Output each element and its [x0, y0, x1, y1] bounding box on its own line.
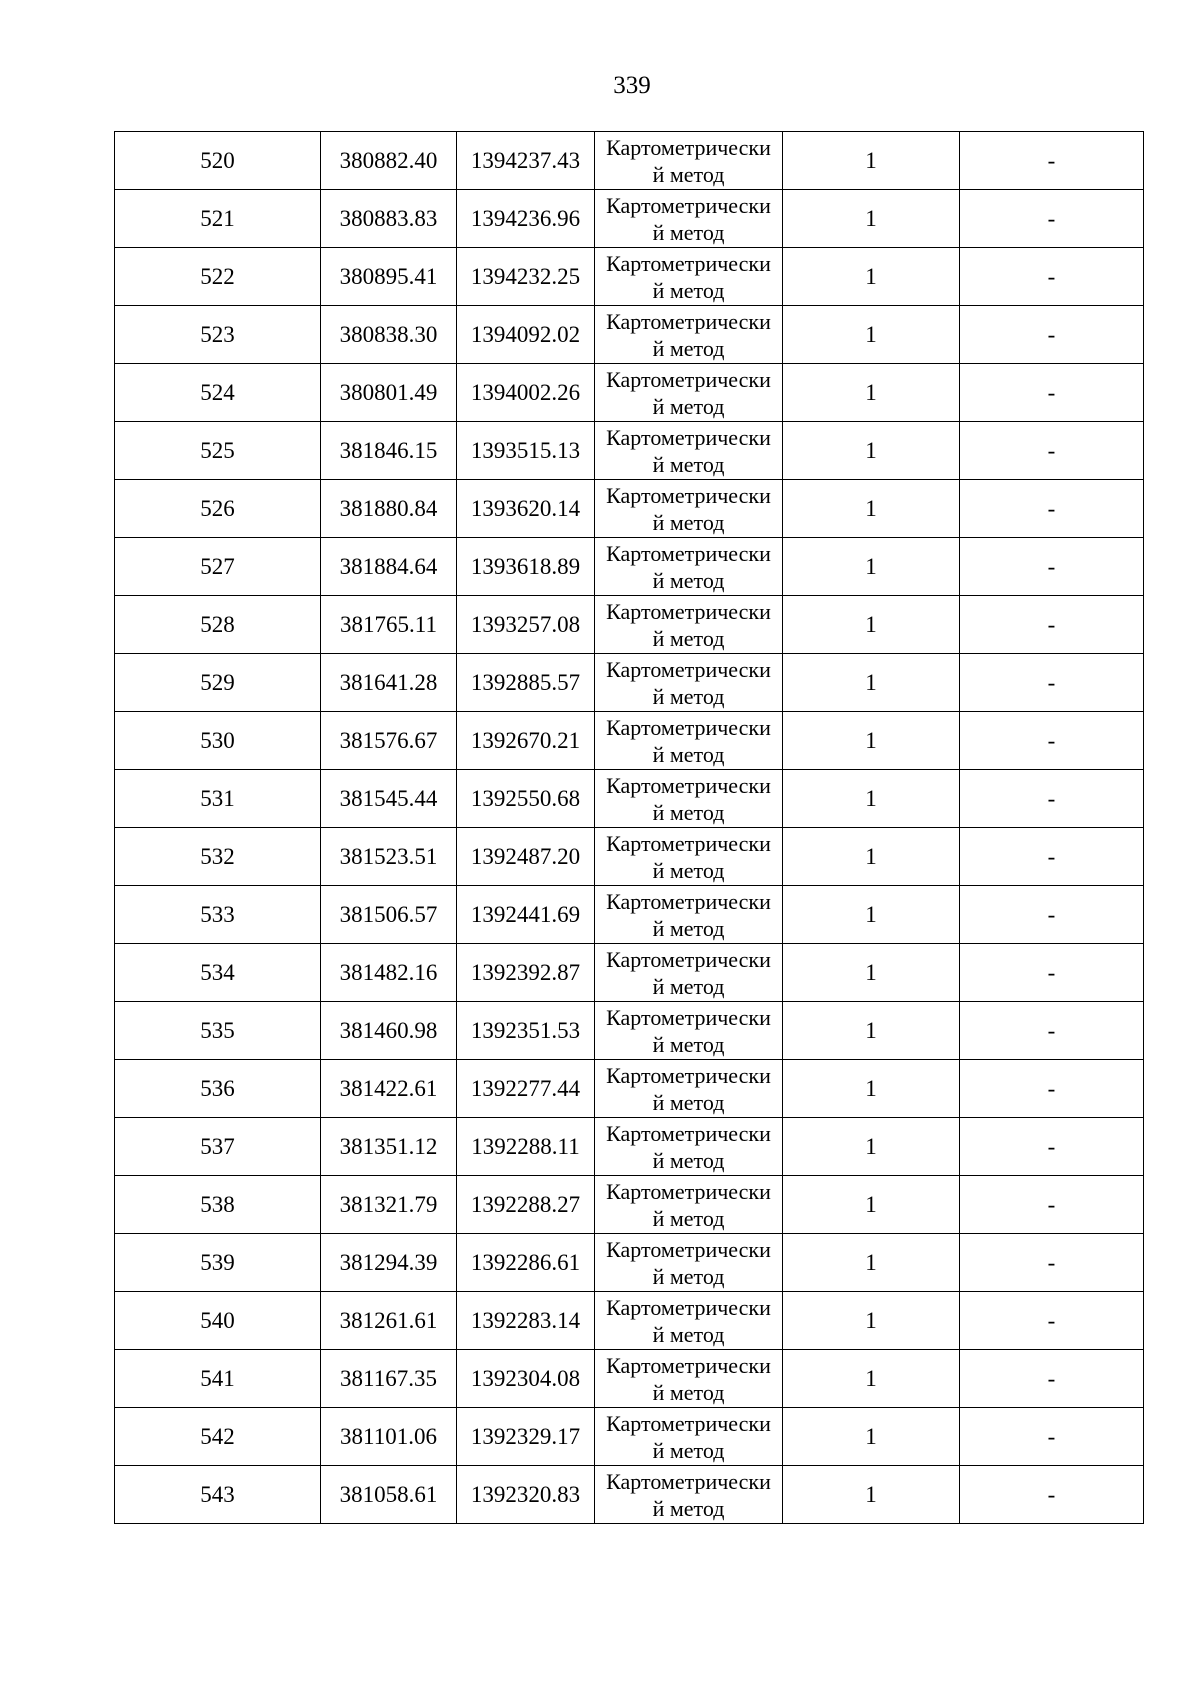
method-text-line-2: й метод — [652, 567, 725, 593]
method-text-line-1: Картометрически — [606, 192, 771, 218]
point-number-cell: 524 — [115, 364, 321, 422]
table-row — [115, 248, 1144, 306]
method-text-line-1: Картометрически — [606, 772, 771, 798]
accuracy-cell: 1 — [783, 944, 960, 1002]
table-row — [115, 1466, 1144, 1524]
method-cell — [595, 190, 783, 248]
method-cell — [595, 712, 783, 770]
method-text-line-2: й метод — [652, 277, 725, 303]
method-text-line-2: й метод — [652, 683, 725, 709]
accuracy-cell: 1 — [783, 364, 960, 422]
note-cell: - — [960, 1466, 1144, 1524]
note-cell: - — [960, 1292, 1144, 1350]
y-coordinate-cell: 1393620.14 — [457, 480, 595, 538]
method-text-line-1: Картометрически — [606, 1294, 771, 1320]
method-cell — [595, 1176, 783, 1234]
table-row — [115, 1002, 1144, 1060]
x-coordinate-cell: 381880.84 — [321, 480, 457, 538]
method-cell — [595, 422, 783, 480]
method-text-line-1: Картометрически — [606, 1410, 771, 1436]
method-cell — [595, 1002, 783, 1060]
x-coordinate-cell: 381261.61 — [321, 1292, 457, 1350]
x-coordinate-cell: 381321.79 — [321, 1176, 457, 1234]
table-row — [115, 1176, 1144, 1234]
point-number-cell: 520 — [115, 132, 321, 190]
y-coordinate-cell: 1392286.61 — [457, 1234, 595, 1292]
point-number-cell: 525 — [115, 422, 321, 480]
method-text-line-2: й метод — [652, 1205, 725, 1231]
point-number-cell: 539 — [115, 1234, 321, 1292]
y-coordinate-cell: 1392288.11 — [457, 1118, 595, 1176]
method-text-line-1: Картометрически — [606, 1468, 771, 1494]
note-cell: - — [960, 1350, 1144, 1408]
method-text-line-2: й метод — [652, 1031, 725, 1057]
point-number-cell: 543 — [115, 1466, 321, 1524]
method-cell — [595, 1350, 783, 1408]
table-row — [115, 306, 1144, 364]
y-coordinate-cell: 1392351.53 — [457, 1002, 595, 1060]
method-text-line-2: й метод — [652, 973, 725, 999]
point-number-cell: 523 — [115, 306, 321, 364]
accuracy-cell: 1 — [783, 1408, 960, 1466]
y-coordinate-cell: 1392392.87 — [457, 944, 595, 1002]
method-text-line-1: Картометрически — [606, 1352, 771, 1378]
note-cell: - — [960, 828, 1144, 886]
method-text-line-1: Картометрически — [606, 308, 771, 334]
x-coordinate-cell: 381846.15 — [321, 422, 457, 480]
point-number-cell: 535 — [115, 1002, 321, 1060]
x-coordinate-cell: 381641.28 — [321, 654, 457, 712]
method-text-line-2: й метод — [652, 451, 725, 477]
method-text-line-2: й метод — [652, 799, 725, 825]
x-coordinate-cell: 381576.67 — [321, 712, 457, 770]
table-row — [115, 1234, 1144, 1292]
y-coordinate-cell: 1392304.08 — [457, 1350, 595, 1408]
method-cell — [595, 248, 783, 306]
x-coordinate-cell: 381058.61 — [321, 1466, 457, 1524]
x-coordinate-cell: 381460.98 — [321, 1002, 457, 1060]
note-cell: - — [960, 538, 1144, 596]
x-coordinate-cell: 380883.83 — [321, 190, 457, 248]
y-coordinate-cell: 1394236.96 — [457, 190, 595, 248]
table-row — [115, 190, 1144, 248]
method-cell — [595, 1292, 783, 1350]
point-number-cell: 538 — [115, 1176, 321, 1234]
note-cell: - — [960, 1408, 1144, 1466]
point-number-cell: 531 — [115, 770, 321, 828]
y-coordinate-cell: 1393515.13 — [457, 422, 595, 480]
y-coordinate-cell: 1393257.08 — [457, 596, 595, 654]
method-text-line-2: й метод — [652, 1437, 725, 1463]
accuracy-cell: 1 — [783, 828, 960, 886]
method-text-line-2: й метод — [652, 1089, 725, 1115]
method-text-line-1: Картометрически — [606, 1120, 771, 1146]
table-row — [115, 1292, 1144, 1350]
table-row — [115, 596, 1144, 654]
coordinates-table — [114, 131, 1144, 1524]
y-coordinate-cell: 1392885.57 — [457, 654, 595, 712]
note-cell: - — [960, 1176, 1144, 1234]
method-cell — [595, 770, 783, 828]
y-coordinate-cell: 1392441.69 — [457, 886, 595, 944]
method-text-line-2: й метод — [652, 393, 725, 419]
point-number-cell: 526 — [115, 480, 321, 538]
y-coordinate-cell: 1393618.89 — [457, 538, 595, 596]
y-coordinate-cell: 1392487.20 — [457, 828, 595, 886]
table-row — [115, 132, 1144, 190]
table-row — [115, 422, 1144, 480]
method-text-line-1: Картометрически — [606, 250, 771, 276]
point-number-cell: 527 — [115, 538, 321, 596]
table-row — [115, 538, 1144, 596]
x-coordinate-cell: 381294.39 — [321, 1234, 457, 1292]
method-text-line-2: й метод — [652, 857, 725, 883]
method-text-line-2: й метод — [652, 1147, 725, 1173]
note-cell: - — [960, 1002, 1144, 1060]
x-coordinate-cell: 380838.30 — [321, 306, 457, 364]
y-coordinate-cell: 1392288.27 — [457, 1176, 595, 1234]
y-coordinate-cell: 1392277.44 — [457, 1060, 595, 1118]
method-text-line-1: Картометрически — [606, 1236, 771, 1262]
accuracy-cell: 1 — [783, 1176, 960, 1234]
accuracy-cell: 1 — [783, 1292, 960, 1350]
method-text-line-2: й метод — [652, 625, 725, 651]
x-coordinate-cell: 381167.35 — [321, 1350, 457, 1408]
point-number-cell: 530 — [115, 712, 321, 770]
point-number-cell: 534 — [115, 944, 321, 1002]
accuracy-cell: 1 — [783, 1118, 960, 1176]
note-cell: - — [960, 596, 1144, 654]
y-coordinate-cell: 1392320.83 — [457, 1466, 595, 1524]
x-coordinate-cell: 381765.11 — [321, 596, 457, 654]
accuracy-cell: 1 — [783, 1060, 960, 1118]
method-text-line-2: й метод — [652, 1321, 725, 1347]
method-text-line-1: Картометрически — [606, 888, 771, 914]
y-coordinate-cell: 1394237.43 — [457, 132, 595, 190]
accuracy-cell: 1 — [783, 132, 960, 190]
y-coordinate-cell: 1392329.17 — [457, 1408, 595, 1466]
point-number-cell: 536 — [115, 1060, 321, 1118]
accuracy-cell: 1 — [783, 422, 960, 480]
point-number-cell: 522 — [115, 248, 321, 306]
method-cell — [595, 944, 783, 1002]
accuracy-cell: 1 — [783, 190, 960, 248]
x-coordinate-cell: 381351.12 — [321, 1118, 457, 1176]
method-cell — [595, 306, 783, 364]
x-coordinate-cell: 381101.06 — [321, 1408, 457, 1466]
method-cell — [595, 1234, 783, 1292]
method-text-line-1: Картометрически — [606, 134, 771, 160]
accuracy-cell: 1 — [783, 1350, 960, 1408]
method-text-line-1: Картометрически — [606, 598, 771, 624]
point-number-cell: 540 — [115, 1292, 321, 1350]
method-text-line-2: й метод — [652, 161, 725, 187]
note-cell: - — [960, 190, 1144, 248]
method-cell — [595, 480, 783, 538]
accuracy-cell: 1 — [783, 306, 960, 364]
method-text-line-1: Картометрически — [606, 424, 771, 450]
x-coordinate-cell: 380882.40 — [321, 132, 457, 190]
note-cell: - — [960, 1234, 1144, 1292]
method-text-line-2: й метод — [652, 915, 725, 941]
table-row — [115, 1118, 1144, 1176]
table-body — [115, 132, 1144, 1524]
method-text-line-1: Картометрически — [606, 830, 771, 856]
point-number-cell: 537 — [115, 1118, 321, 1176]
accuracy-cell: 1 — [783, 538, 960, 596]
accuracy-cell: 1 — [783, 1466, 960, 1524]
table-row — [115, 712, 1144, 770]
note-cell: - — [960, 712, 1144, 770]
table-row — [115, 828, 1144, 886]
method-text-line-2: й метод — [652, 509, 725, 535]
table-row — [115, 480, 1144, 538]
point-number-cell: 521 — [115, 190, 321, 248]
method-cell — [595, 886, 783, 944]
x-coordinate-cell: 381422.61 — [321, 1060, 457, 1118]
method-text-line-1: Картометрически — [606, 366, 771, 392]
x-coordinate-cell: 381482.16 — [321, 944, 457, 1002]
note-cell: - — [960, 132, 1144, 190]
table-row — [115, 944, 1144, 1002]
method-text-line-1: Картометрически — [606, 1062, 771, 1088]
page-number: 339 — [613, 72, 651, 99]
note-cell: - — [960, 944, 1144, 1002]
x-coordinate-cell: 380895.41 — [321, 248, 457, 306]
point-number-cell: 532 — [115, 828, 321, 886]
method-text-line-2: й метод — [652, 219, 725, 245]
method-cell — [595, 1118, 783, 1176]
note-cell: - — [960, 654, 1144, 712]
note-cell: - — [960, 364, 1144, 422]
method-cell — [595, 538, 783, 596]
accuracy-cell: 1 — [783, 712, 960, 770]
accuracy-cell: 1 — [783, 770, 960, 828]
method-text-line-1: Картометрически — [606, 540, 771, 566]
y-coordinate-cell: 1394232.25 — [457, 248, 595, 306]
y-coordinate-cell: 1394092.02 — [457, 306, 595, 364]
y-coordinate-cell: 1392283.14 — [457, 1292, 595, 1350]
x-coordinate-cell: 381884.64 — [321, 538, 457, 596]
method-cell — [595, 364, 783, 422]
note-cell: - — [960, 480, 1144, 538]
table-row — [115, 1408, 1144, 1466]
table-row — [115, 654, 1144, 712]
x-coordinate-cell: 381545.44 — [321, 770, 457, 828]
method-text-line-1: Картометрически — [606, 714, 771, 740]
note-cell: - — [960, 306, 1144, 364]
method-cell — [595, 596, 783, 654]
accuracy-cell: 1 — [783, 654, 960, 712]
note-cell: - — [960, 1118, 1144, 1176]
point-number-cell: 529 — [115, 654, 321, 712]
table-row — [115, 1060, 1144, 1118]
point-number-cell: 528 — [115, 596, 321, 654]
point-number-cell: 533 — [115, 886, 321, 944]
note-cell: - — [960, 770, 1144, 828]
table-row — [115, 1350, 1144, 1408]
y-coordinate-cell: 1392550.68 — [457, 770, 595, 828]
point-number-cell: 542 — [115, 1408, 321, 1466]
table-row — [115, 364, 1144, 422]
y-coordinate-cell: 1392670.21 — [457, 712, 595, 770]
accuracy-cell: 1 — [783, 248, 960, 306]
table-row — [115, 886, 1144, 944]
accuracy-cell: 1 — [783, 1002, 960, 1060]
accuracy-cell: 1 — [783, 596, 960, 654]
method-text-line-2: й метод — [652, 1495, 725, 1521]
method-cell — [595, 828, 783, 886]
method-cell — [595, 1060, 783, 1118]
y-coordinate-cell: 1394002.26 — [457, 364, 595, 422]
note-cell: - — [960, 422, 1144, 480]
table-row — [115, 770, 1144, 828]
accuracy-cell: 1 — [783, 480, 960, 538]
method-cell — [595, 132, 783, 190]
note-cell: - — [960, 248, 1144, 306]
method-text-line-2: й метод — [652, 1379, 725, 1405]
method-text-line-1: Картометрически — [606, 482, 771, 508]
method-text-line-2: й метод — [652, 741, 725, 767]
method-text-line-2: й метод — [652, 1263, 725, 1289]
method-text-line-1: Картометрически — [606, 656, 771, 682]
note-cell: - — [960, 1060, 1144, 1118]
method-cell — [595, 1408, 783, 1466]
method-text-line-1: Картометрически — [606, 1178, 771, 1204]
method-text-line-1: Картометрически — [606, 1004, 771, 1030]
accuracy-cell: 1 — [783, 886, 960, 944]
x-coordinate-cell: 380801.49 — [321, 364, 457, 422]
method-cell — [595, 654, 783, 712]
x-coordinate-cell: 381506.57 — [321, 886, 457, 944]
method-text-line-2: й метод — [652, 335, 725, 361]
accuracy-cell: 1 — [783, 1234, 960, 1292]
method-cell — [595, 1466, 783, 1524]
x-coordinate-cell: 381523.51 — [321, 828, 457, 886]
point-number-cell: 541 — [115, 1350, 321, 1408]
note-cell: - — [960, 886, 1144, 944]
method-text-line-1: Картометрически — [606, 946, 771, 972]
